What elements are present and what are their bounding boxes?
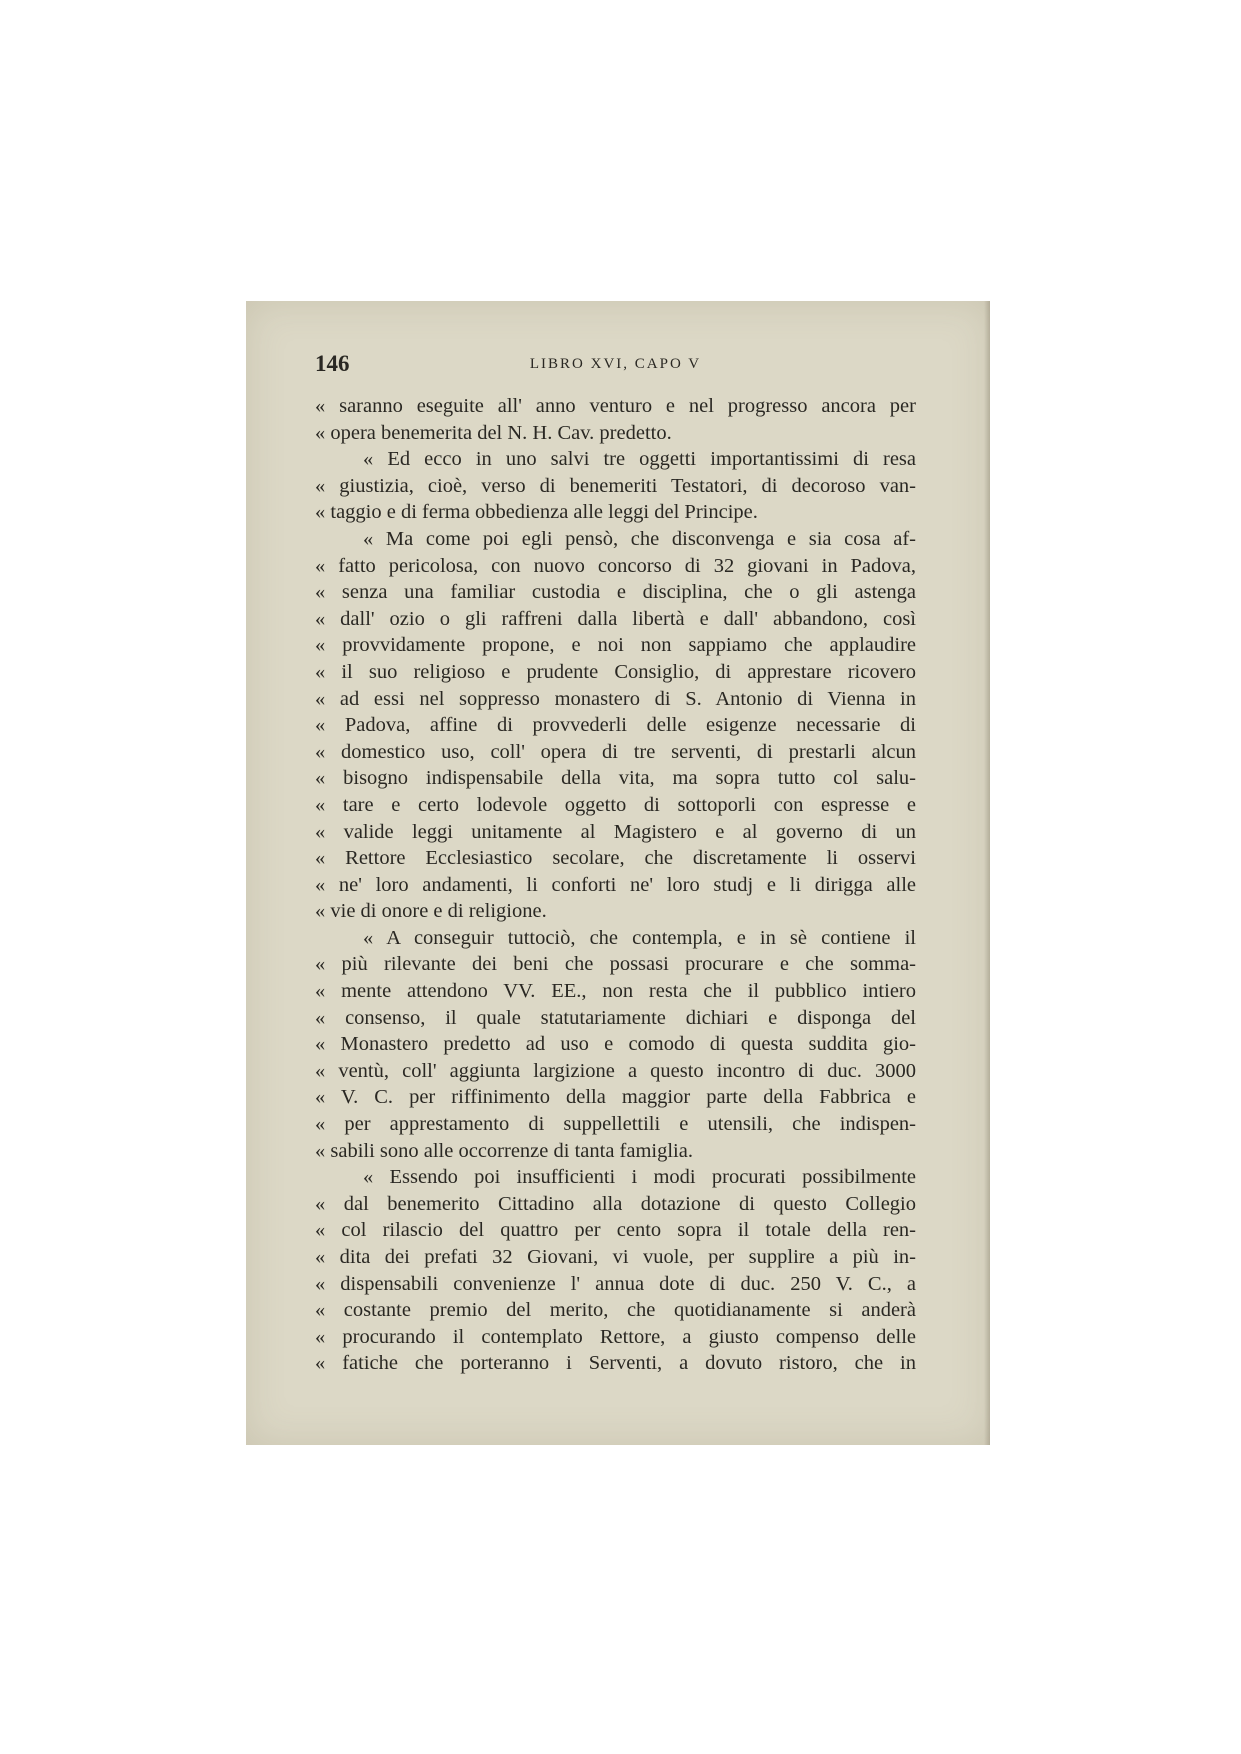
text-line: « per apprestamento di suppellettili e utensili, che indispen- xyxy=(315,1113,916,1136)
text-line: « saranno eseguite all' anno venturo e nel progresso ancora per xyxy=(315,395,916,417)
text-line: « senza una familiar custodia e disciplina, che o gli astenga xyxy=(315,581,916,604)
running-head: LIBRO XVI, CAPO V xyxy=(529,356,702,372)
text-line: « più rilevante dei beni che possasi procurare e che somma- xyxy=(315,953,916,976)
text-line: « Ma come poi egli pensò, che disconvenga e sia cosa af- xyxy=(363,527,916,550)
text-line: « procurando il contemplato Rettore, a giusto compenso delle xyxy=(315,1325,916,1348)
page-header xyxy=(315,351,916,381)
text-line: « dall' ozio o gli raffreni dalla libertà e dall' abbandono, così xyxy=(315,607,916,630)
text-line: « opera benemerita del N. H. Cav. predetto. xyxy=(315,421,672,444)
text-line: « Ed ecco in uno salvi tre oggetti importantissimi di resa xyxy=(363,448,916,471)
text-line: « fatiche che porteranno i Serventi, a dovuto ristoro, che in xyxy=(315,1352,916,1375)
text-line: « col rilascio del quattro per cento sopra il totale della ren- xyxy=(315,1219,916,1242)
text-line: « domestico uso, coll' opera di tre serventi, di prestarli alcun xyxy=(315,740,916,763)
text-line: « il suo religioso e prudente Consiglio, di apprestare ricovero xyxy=(315,660,916,683)
text-line: « Padova, affine di provvederli delle esigenze necessarie di xyxy=(315,714,916,737)
text-line: « A conseguir tuttociò, che contempla, e in sè contiene il xyxy=(363,926,916,949)
text-line: « vie di onore e di religione. xyxy=(315,900,547,923)
text-line: « provvidamente propone, e noi non sappiamo che applaudire xyxy=(315,634,916,657)
body-text xyxy=(315,393,916,1377)
text-line: « tare e certo lodevole oggetto di sottoporli con espresse e xyxy=(315,793,916,816)
text-line: « dita dei prefati 32 Giovani, vi vuole, per supplire a più in- xyxy=(315,1246,916,1268)
text-line: « costante premio del merito, che quotidianamente si anderà xyxy=(315,1299,916,1322)
text-line: « Essendo poi insufficienti i modi procurati possibilmente xyxy=(363,1166,916,1189)
text-line: « bisogno indispensabile della vita, ma sopra tutto col salu- xyxy=(315,767,916,790)
text-line: « valide leggi unitamente al Magistero e al governo di un xyxy=(315,820,916,843)
text-line: « ventù, coll' aggiunta largizione a questo incontro di duc. 3000 xyxy=(315,1059,916,1082)
scanned-page xyxy=(246,301,990,1445)
text-line: « Rettore Ecclesiastico secolare, che discretamente li osservi xyxy=(315,847,916,870)
text-line: « Monastero predetto ad uso e comodo di questa suddita gio- xyxy=(315,1033,916,1056)
text-line: « mente attendono VV. EE., non resta che il pubblico intiero xyxy=(315,980,916,1003)
text-line: « ad essi nel soppresso monastero di S. Antonio di Vienna in xyxy=(315,687,916,710)
page-number: 146 xyxy=(315,351,350,376)
text-line: « consenso, il quale statutariamente dichiari e disponga del xyxy=(315,1006,916,1029)
text-line: « taggio e di ferma obbedienza alle leggi del Principe. xyxy=(315,501,758,524)
text-line: « V. C. per riffinimento della maggior parte della Fabbrica e xyxy=(315,1086,916,1109)
text-line: « giustizia, cioè, verso di benemeriti Testatori, di decoroso van- xyxy=(315,474,916,497)
text-line: « fatto pericolosa, con nuovo concorso di 32 giovani in Padova, xyxy=(315,554,916,577)
text-line: « dal benemerito Cittadino alla dotazione di questo Collegio xyxy=(315,1192,916,1215)
text-line: « ne' loro andamenti, li conforti ne' loro studj e li dirigga alle xyxy=(315,873,916,896)
text-line: « dispensabili convenienze l' annua dote di duc. 250 V. C., a xyxy=(315,1272,916,1295)
text-line: « sabili sono alle occorrenze di tanta famiglia. xyxy=(315,1139,693,1162)
